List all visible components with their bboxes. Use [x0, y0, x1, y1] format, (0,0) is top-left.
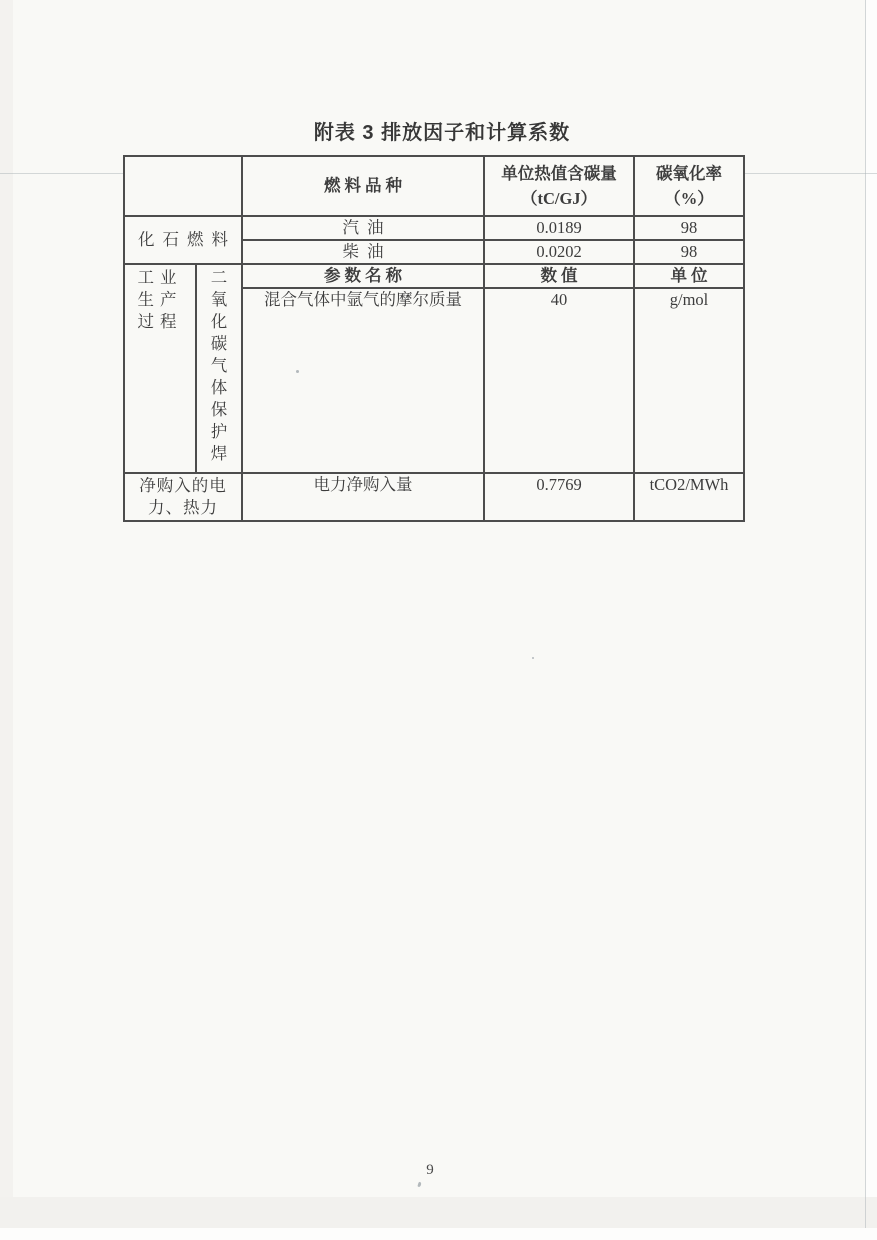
- fuel-name-cell: 汽油: [242, 216, 484, 240]
- industrial-process-label: 工业生产过程: [137, 268, 183, 331]
- header-heat-carbon-cell: [484, 156, 634, 216]
- fuel-name-cell: 柴油: [242, 240, 484, 264]
- scan-artifact-line: [0, 173, 123, 174]
- header-oxidation-line2: （%）: [664, 189, 714, 208]
- industrial-header-row: [124, 264, 744, 288]
- carbon-content-cell: 0.0189: [484, 216, 634, 240]
- header-empty-cell: [124, 156, 242, 216]
- carbon-content-cell: 0.0202: [484, 240, 634, 264]
- param-name-header-cell: 参数名称: [242, 264, 484, 288]
- fossil-fuel-label-cell: 化石燃料: [124, 216, 242, 264]
- unit-header-cell: 单位: [634, 264, 744, 288]
- scan-edge-right: [866, 0, 877, 1240]
- oxidation-rate-cell: 98: [634, 240, 744, 264]
- scan-speck: [532, 657, 534, 659]
- scan-edge-bottom: [0, 1197, 877, 1228]
- co2-welding-vertical-label-cell: [196, 264, 242, 473]
- scan-edge-bottom-white: [0, 1228, 877, 1240]
- fossil-fuel-row-gasoline: [124, 216, 744, 240]
- net-purchased-label: 净购入的电力、热力: [139, 476, 227, 517]
- param-unit-cell: g/mol: [634, 288, 744, 473]
- param-unit-cell: tCO2/MWh: [634, 473, 744, 521]
- oxidation-rate-cell: 98: [634, 216, 744, 240]
- param-value-cell: 0.7769: [484, 473, 634, 521]
- param-name-cell: 电力净购入量: [242, 473, 484, 521]
- co2-welding-vertical-label: 二氧化碳气体保护焊: [210, 268, 228, 463]
- scan-speck: [417, 1182, 421, 1188]
- scan-edge-left: [0, 0, 13, 1240]
- value-header-cell: 数值: [484, 264, 634, 288]
- header-heat-carbon-line2: （tC/GJ）: [520, 189, 598, 208]
- header-heat-carbon-line1: 单位热值含碳量: [501, 164, 617, 183]
- header-oxidation-cell: [634, 156, 744, 216]
- param-name-cell: 混合气体中氩气的摩尔质量: [242, 288, 484, 473]
- table-header-row: [124, 156, 744, 216]
- emission-factors-table: [123, 155, 745, 522]
- net-electricity-row: [124, 473, 744, 521]
- industrial-process-label-cell: [124, 264, 196, 473]
- param-value-cell: 40: [484, 288, 634, 473]
- document-title: 附表 3 排放因子和计算系数: [313, 122, 571, 144]
- scan-artifact-line-vertical: [865, 0, 866, 1228]
- header-fuel-type-cell: 燃料品种: [242, 156, 484, 216]
- scan-artifact-line: [743, 173, 877, 174]
- net-purchased-label-cell: [124, 473, 242, 521]
- page-number: 9: [426, 1162, 434, 1178]
- header-oxidation-line1: 碳氧化率: [656, 164, 722, 183]
